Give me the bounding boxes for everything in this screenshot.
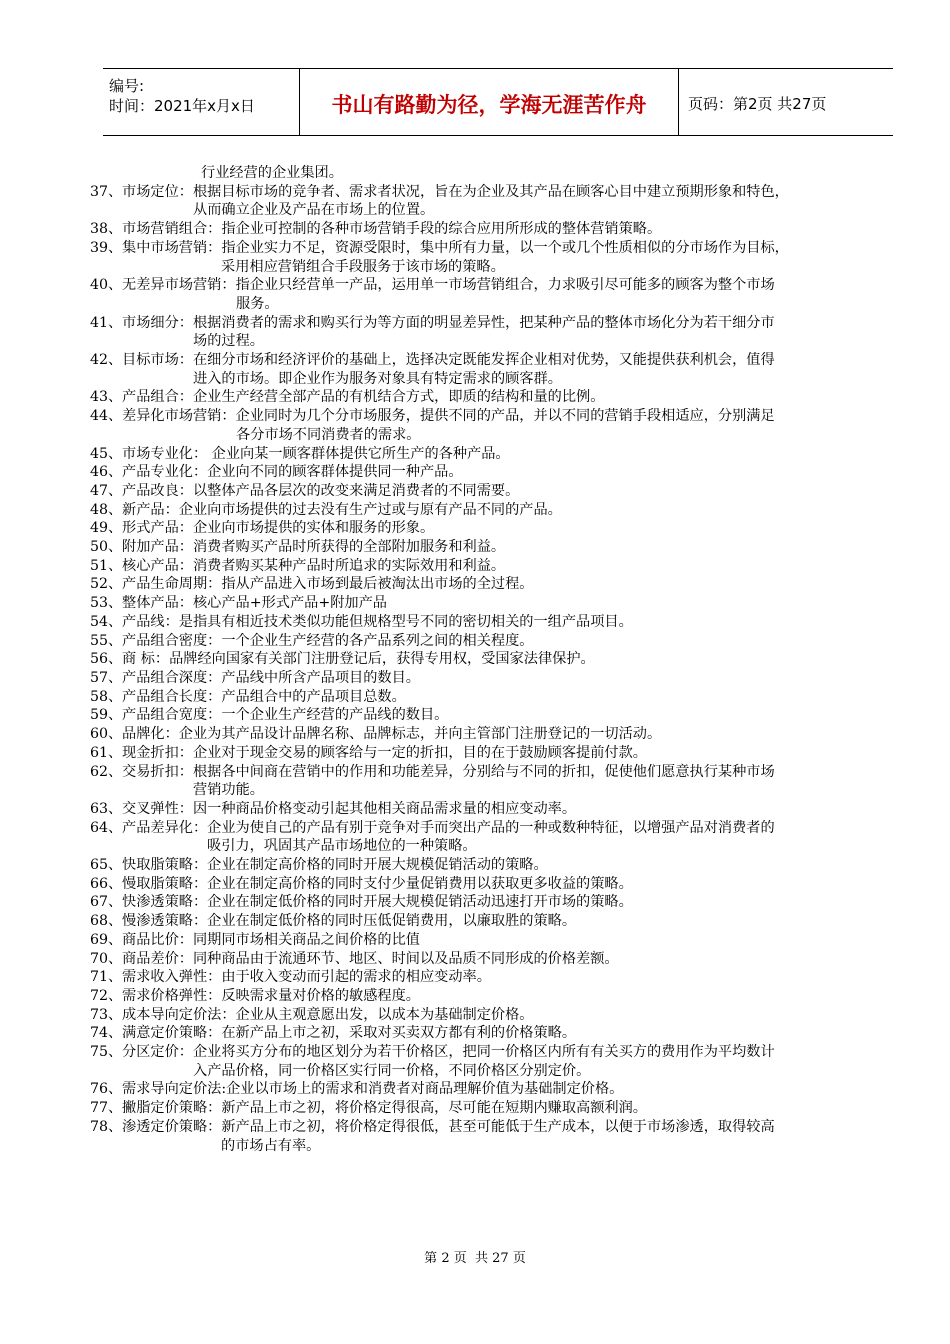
term-number: 78、: [90, 1118, 123, 1135]
indent: [90, 370, 122, 389]
indent: [90, 781, 122, 800]
term-entry: [90, 1006, 920, 1025]
term-entry: [90, 893, 920, 912]
term-definition: 渗透定价策略：新产品上市之初，将价格定得很低，甚至可能低于生产成本，以便于市场渗透，取得较高: [122, 1118, 775, 1135]
term-definition: 商品比价：同期同市场相关商品之间价格的比值: [122, 931, 420, 948]
term-definition: 品牌化：企业为其产品设计品牌名称、品牌标志，并向主管部门注册登记的一切活动。: [122, 726, 662, 743]
term-entry: [90, 1024, 920, 1043]
term-definition: 满意定价策略：在新产品上市之初，采取对买卖双方都有利的价格策略。: [122, 1025, 577, 1042]
term-entry: [90, 725, 920, 744]
term-entry: [90, 968, 920, 987]
term-number: 58、: [90, 688, 123, 705]
term-entry: [90, 519, 920, 538]
term-entry: [90, 463, 920, 482]
term-number: 74、: [90, 1025, 123, 1042]
serial-label: 编号:: [109, 77, 145, 95]
term-entry: [90, 800, 920, 819]
term-definition: 交易折扣：根据各中间商在营销中的作用和功能差异，分别给与不同的折扣，促使他们愿意执行某种市场: [122, 763, 775, 780]
indent: [90, 258, 122, 277]
lead-line: 行业经营的企业集团。: [201, 165, 343, 181]
term-number: 66、: [90, 875, 123, 892]
term-entry: [90, 594, 920, 613]
term-definition: 无差异市场营销：指企业只经营单一产品，运用单一市场营销组合，力求吸引尽可能多的顾客为整个市场: [122, 277, 775, 294]
term-entry: [90, 987, 920, 1006]
term-definition: 产品组合宽度：一个企业生产经营的产品线的数目。: [122, 707, 449, 724]
term-definition: 成本导向定价法：企业从主观意愿出发，以成本为基础制定价格。: [122, 1006, 534, 1023]
term-definition: 撇脂定价策略：新产品上市之初，将价格定得很高，尽可能在短期内赚取高额利润。: [122, 1100, 647, 1117]
term-definition: 产品生命周期：指从产品进入市场到最后被淘汰出市场的全过程。: [122, 576, 534, 593]
term-definition-continued: 各分市场不同消费者的需求。: [236, 426, 421, 443]
term-definition: 产品差异化：企业为使自己的产品有别于竞争对手而突出产品的一种或数种特征，以增强产品对消费者的: [122, 819, 775, 836]
term-entry: [90, 650, 920, 669]
term-entry: [90, 912, 920, 931]
term-entry: [90, 220, 920, 239]
term-number: 64、: [90, 819, 123, 836]
term-definition: 市场专业化： 企业向某一顾客群体提供它所生产的各种产品。: [122, 445, 510, 462]
term-entry: [90, 632, 920, 651]
term-definition-continued: 的市场占有率。: [221, 1137, 321, 1154]
term-definition: 慢取脂策略：企业在制定高价格的同时支付少量促销费用以获取更多收益的策略。: [122, 875, 633, 892]
term-definition-continued: 进入的市场。即企业作为服务对象具有特定需求的顾客群。: [193, 370, 562, 387]
term-number: 55、: [90, 632, 123, 649]
term-entry: [90, 1118, 920, 1155]
time-label: 时间：2021年x月x日: [109, 97, 255, 115]
indent: [90, 1137, 122, 1156]
term-number: 76、: [90, 1081, 123, 1098]
footer-suffix: 页: [512, 1251, 526, 1266]
term-entry: [90, 763, 920, 800]
indent: [90, 332, 122, 351]
term-entry: [90, 445, 920, 464]
term-number: 54、: [90, 613, 123, 630]
term-definition: 产品组合深度：产品线中所含产品项目的数目。: [122, 669, 420, 686]
footer-page-number: 2: [441, 1251, 450, 1266]
term-entry: [90, 314, 920, 351]
lead-line-entry: [90, 164, 920, 183]
term-definition: 核心产品：消费者购买某种产品时所追求的实际效用和利益。: [122, 557, 506, 574]
term-entry: [90, 706, 920, 725]
term-entry: [90, 501, 920, 520]
term-entry: [90, 1080, 920, 1099]
page-code: 页码：第2页 共27页: [688, 95, 827, 113]
term-number: 47、: [90, 482, 123, 499]
term-definition: 现金折扣：企业对于现金交易的顾客给与一定的折扣，目的在于鼓励顾客提前付款。: [122, 744, 647, 761]
term-entry: [90, 931, 920, 950]
term-definition-continued: 场的过程。: [193, 333, 264, 350]
term-definition: 市场细分：根据消费者的需求和购买行为等方面的明显差异性，把某种产品的整体市场化分为若干细分市: [122, 314, 775, 331]
term-entry: [90, 613, 920, 632]
term-definition: 产品组合长度：产品组合中的产品项目总数。: [122, 688, 406, 705]
term-definition: 目标市场：在细分市场和经济评价的基础上，选择决定既能发挥企业相对优势，又能提供获利机会，值得: [122, 352, 775, 369]
term-definition: 商品差价：同种商品由于流通环节、地区、时间以及品质不同形成的价格差额。: [122, 950, 619, 967]
term-number: 60、: [90, 726, 123, 743]
term-entry: [90, 744, 920, 763]
term-entry: [90, 819, 920, 856]
term-number: 71、: [90, 969, 123, 986]
footer-total-pages: 27: [492, 1251, 509, 1266]
term-definition: 快取脂策略：企业在制定高价格的同时开展大规模促销活动的策略。: [122, 857, 548, 874]
term-definition: 慢渗透策略：企业在制定低价格的同时压低促销费用，以廉取胜的策略。: [122, 913, 577, 930]
term-definition-continued: 采用相应营销组合手段服务于该市场的策略。: [221, 258, 505, 275]
term-number: 68、: [90, 913, 123, 930]
term-entry: [90, 557, 920, 576]
indent: [90, 295, 122, 314]
term-definition-continued: 吸引力，巩固其产品市场地位的一种策略。: [207, 838, 477, 855]
term-number: 41、: [90, 314, 123, 331]
term-definition: 市场定位：根据目标市场的竞争者、需求者状况，旨在为企业及其产品在顾客心目中建立预期形象和特色，: [122, 183, 789, 200]
term-number: 65、: [90, 857, 123, 874]
term-list: [90, 183, 920, 1156]
term-number: 69、: [90, 931, 123, 948]
term-number: 72、: [90, 987, 123, 1004]
header-info-cell: [103, 69, 299, 135]
term-definition: 整体产品：核心产品+形式产品+附加产品: [122, 595, 387, 612]
term-definition: 需求导向定价法:企业以市场上的需求和消费者对商品理解价值为基础制定价格。: [122, 1081, 624, 1098]
term-number: 52、: [90, 576, 123, 593]
term-definition: 商 标：品牌经向国家有关部门注册登记后，获得专用权，受国家法律保护。: [122, 651, 595, 668]
term-definition-continued: 入产品价格，同一价格区实行同一价格，不同价格区分别定价。: [193, 1062, 591, 1079]
indent: [90, 1062, 122, 1081]
term-entry: [90, 407, 920, 444]
term-definition: 差异化市场营销：企业同时为几个分市场服务，提供不同的产品，并以不同的营销手段相适应，分别满足: [122, 408, 775, 425]
term-number: 39、: [90, 239, 123, 256]
term-definition: 产品改良：以整体产品各层次的改变来满足消费者的不同需要。: [122, 482, 520, 499]
term-definition: 需求收入弹性：由于收入变动而引起的需求的相应变动率。: [122, 969, 491, 986]
term-definition: 产品组合：企业生产经营全部产品的有机结合方式，即质的结构和量的比例。: [122, 389, 605, 406]
term-entry: [90, 669, 920, 688]
term-number: 70、: [90, 950, 123, 967]
term-definition: 需求价格弹性：反映需求量对价格的敏感程度。: [122, 987, 420, 1004]
term-number: 75、: [90, 1044, 123, 1061]
term-number: 63、: [90, 800, 123, 817]
term-number: 43、: [90, 389, 123, 406]
term-entry: [90, 1099, 920, 1118]
term-definition: 集中市场营销：指企业实力不足，资源受限时，集中所有力量，以一个或几个性质相似的分市场作为目标，: [122, 239, 789, 256]
term-entry: [90, 276, 920, 313]
indent: [90, 201, 122, 220]
term-number: 37、: [90, 183, 123, 200]
term-number: 57、: [90, 669, 123, 686]
term-number: 73、: [90, 1006, 123, 1023]
term-number: 77、: [90, 1100, 123, 1117]
term-number: 45、: [90, 445, 123, 462]
term-entry: [90, 183, 920, 220]
term-entry: [90, 239, 920, 276]
term-number: 50、: [90, 539, 123, 556]
term-entry: [90, 1043, 920, 1080]
term-entry: [90, 875, 920, 894]
term-definition-continued: 营销功能。: [193, 782, 264, 799]
term-number: 48、: [90, 501, 123, 518]
term-definition: 分区定价：企业将买方分布的地区划分为若干价格区，把同一价格区内所有有关买方的费用作为平均数计: [122, 1044, 775, 1061]
page-footer: [0, 1247, 950, 1266]
term-number: 38、: [90, 221, 123, 238]
term-number: 44、: [90, 408, 123, 425]
term-number: 67、: [90, 894, 123, 911]
term-entry: [90, 388, 920, 407]
term-definition: 市场营销组合：指企业可控制的各种市场营销手段的综合应用所形成的整体营销策略。: [122, 221, 662, 238]
document-body: [90, 164, 920, 1155]
term-number: 42、: [90, 352, 123, 369]
term-number: 59、: [90, 707, 123, 724]
indent: [90, 426, 122, 445]
indent: [90, 837, 122, 856]
term-definition: 形式产品：企业向市场提供的实体和服务的形象。: [122, 520, 435, 537]
term-definition: 产品线：是指具有相近技术类似功能但规格型号不同的密切相关的一组产品项目。: [122, 613, 633, 630]
term-entry: [90, 688, 920, 707]
term-entry: [90, 351, 920, 388]
term-definition: 快渗透策略：企业在制定低价格的同时开展大规模促销活动迅速打开市场的策略。: [122, 894, 633, 911]
term-entry: [90, 950, 920, 969]
term-number: 53、: [90, 595, 123, 612]
term-number: 51、: [90, 557, 123, 574]
term-number: 62、: [90, 763, 123, 780]
term-definition: 产品专业化：企业向不同的顾客群体提供同一种产品。: [122, 464, 463, 481]
term-entry: [90, 575, 920, 594]
header-motto-cell: [299, 69, 679, 135]
term-definition: 交叉弹性：因一种商品价格变动引起其他相关商品需求量的相应变动率。: [122, 800, 577, 817]
footer-prefix: 第: [424, 1251, 438, 1266]
term-definition-continued: 服务。: [236, 295, 279, 312]
page-header: [103, 68, 893, 136]
term-number: 56、: [90, 651, 123, 668]
term-entry: [90, 856, 920, 875]
footer-middle: 页 共: [453, 1251, 488, 1266]
term-entry: [90, 482, 920, 501]
term-entry: [90, 538, 920, 557]
term-number: 61、: [90, 744, 123, 761]
term-number: 49、: [90, 520, 123, 537]
term-definition: 附加产品：消费者购买产品时所获得的全部附加服务和利益。: [122, 539, 506, 556]
term-definition: 产品组合密度：一个企业生产经营的各产品系列之间的相关程度。: [122, 632, 534, 649]
term-number: 46、: [90, 464, 123, 481]
term-number: 40、: [90, 277, 123, 294]
motto: 书山有路勤为径，学海无涯苦作舟: [331, 93, 647, 117]
header-page-cell: [678, 69, 893, 135]
term-definition: 新产品：企业向市场提供的过去没有生产过或与原有产品不同的产品。: [122, 501, 562, 518]
term-definition-continued: 从而确立企业及产品在市场上的位置。: [193, 202, 435, 219]
